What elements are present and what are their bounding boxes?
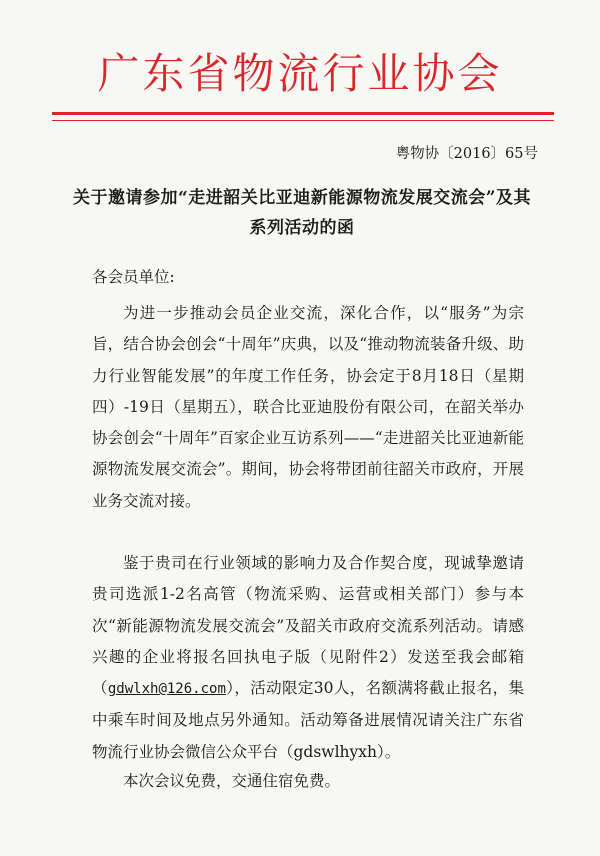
paragraph-2 [92,548,524,768]
paragraph-2-part-2: ），活动限定30人，名额满将截止报名，集中乘车时间及地点另外通知。活动筹备进展情况请关注广东省物流行业协会微信公众平台（gdswlhyxh）。 [92,679,524,761]
email-link[interactable]: gdwlxh@126.com [107,681,226,698]
document-subject: 关于邀请参加“走进韶关比亚迪新能源物流发展交流会”及其系列活动的函 [72,188,532,238]
letterhead-rule-thin [52,120,554,121]
salutation: 各会员单位: [92,268,175,286]
paragraph-1: 为进一步推动会员企业交流，深化合作，以“服务”为宗旨，结合协会创会“十周年”庆典，以及“推动物流装备升级、助力行业智能发展”的年度工作任务，协会定于8月18日（星期四）-19日（星期五），联合比亚迪股份有限公司，在韶关举办协会创会“十周年”百家企业互访系列——“走进韶关比亚迪新能源物流发展交流会”。期间，协会将带团前往韶关市政府，开展业务交流对接。 [92,304,524,510]
letterhead-rule-thick [52,112,554,115]
paragraph-3: 本次会议免费，交通住宿免费。 [123,772,341,790]
letterhead-title: 广东省物流行业协会 [97,49,503,98]
paragraph-2-part-1: 鉴于贵司在行业领域的影响力及合作契合度，现诚挚邀请贵司选派1-2名高管（物流采购、运营或相关部门）参与本次“新能源物流发展交流会”及韶关市政府交流系列活动。请感兴趣的企业将报名回执电子版（见附件2）发送至我会邮箱（ [92,554,524,698]
document-number: 粤物协〔2016〕65号 [395,146,538,162]
